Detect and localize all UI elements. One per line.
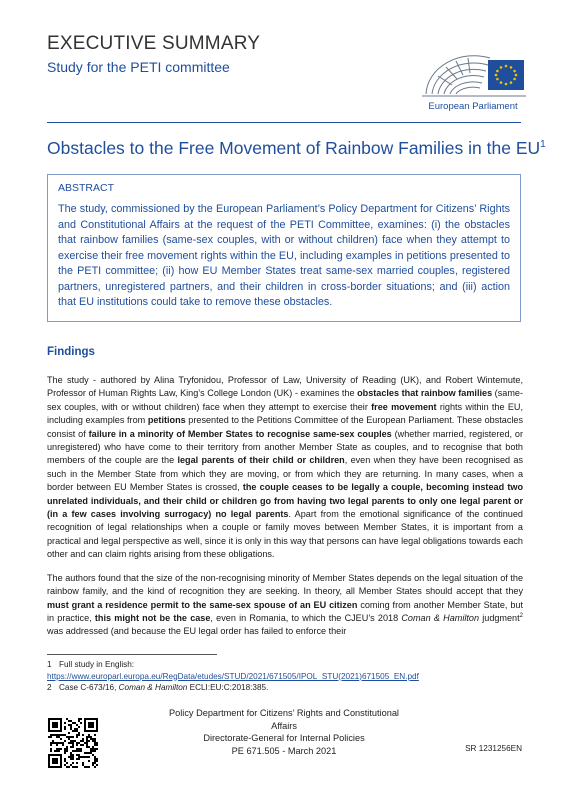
- header-divider: [47, 122, 521, 123]
- abstract-label: ABSTRACT: [58, 182, 115, 194]
- document-title: Obstacles to the Free Movement of Rainbow Families in the $EU^1$: [47, 138, 546, 158]
- header-title: EXECUTIVE SUMMARY: [47, 33, 261, 54]
- footer-reference: PE 671.505 - March 2021: [231, 745, 337, 756]
- abstract-box: [47, 174, 521, 322]
- footnote-1-link-row: [47, 671, 523, 683]
- findings-body: [47, 374, 523, 649]
- footnote-1: 1 Full study in English:: [47, 660, 135, 669]
- findings-paragraph-1: The study - authored by Alina Tryfonidou, Professor of Law, University of Reading (UK), and Robert Wintemute, Professor of Human Rights Law, King’s College London (UK) - examines the obstacles that rainbow families (same-sex couples, with or without children) face when they attempt to exercise their free movement rights within the EU, including examples from petitions presented to the Petitions Committee of the European Parliament. These obstacles consist of failure in a minority of Member States to recognise same-sex couples (whether married, registered, or unregistered) who have come to their territory from another Member State as couples, and to recognise that both members of the couple are the legal parents of their child or children, even when they have been recognised as such in the Member State from which they are moving, or from which they are returning. In many cases, when a border between EU Member States is crossed, the couple ceases to be legally a couple, becoming instead two unrelated individuals, and their child or children go from having two legal parents to only one legal parent or (in a few cases involving surrogacy) no legal parents. Apart from the emotional significance of the continued recognition of legal relationships when a couple or family moves between Member States, it is important from a practical and legal perspective as well, since it is only in this way that persons can have legal obligations towards each other and can claim rights arising from these obligations.: [47, 375, 523, 560]
- footnote-ref-1[interactable]: 1: [540, 139, 546, 151]
- footnote-divider: [47, 654, 217, 655]
- footnotes: [47, 659, 523, 694]
- qr-code-icon[interactable]: [48, 718, 98, 768]
- footnote-ref-2[interactable]: 2: [519, 612, 523, 619]
- findings-heading: Findings: [47, 346, 95, 358]
- footer-department: Policy Department for Citizens’ Rights and Constitutional Affairs: [169, 708, 399, 731]
- footer-directorate: Directorate-General for Internal Policies: [203, 733, 365, 743]
- footer-info: [160, 707, 408, 757]
- logo-text: European Parliament: [428, 101, 518, 112]
- header-subtitle: Study for the PETI committee: [47, 59, 230, 75]
- abstract-text: The study, commissioned by the European Parliament’s Policy Department for Citizens’ Rights and Constitutional Affairs at the request of the PETI Committee, examines: (i) the obstacles that rainbow families (same-sex couples, with or without children) face when they attempt to exercise their free movement rights within the EU, including examples in petitions presented to the PETI committee; (ii) how EU Member States treat same-sex married couples, registered partners, unregistered partners, and their children in cross-border situations; and (iii) action that EU institutions could take to remove these obstacles.: [58, 203, 510, 308]
- findings-paragraph-2: The authors found that the size of the non-recognising minority of Member States depends on the legal situation of the rainbow family, and the kind of recognition they are seeking. In theory, all Member States should accept that they must grant a residence permit to the same-sex spouse of an EU citizen coming from another Member State, but in practice, this might not be the case, even in Romania, to which the CJEU’s 2018 Coman & Hamilton judgment$^2$ was addressed (and because the EU legal order has failed to enforce their: [47, 572, 523, 637]
- footnote-2: 2 Case C-673/16, Coman & Hamilton ECLI:EU:C:2018:385.: [47, 683, 269, 692]
- document-code: SR 1231256EN: [465, 744, 522, 753]
- study-link[interactable]: https://www.europarl.europa.eu/RegData/etudes/STUD/2021/671505/IPOL_STU(2021)671505_EN.pdf: [47, 671, 419, 681]
